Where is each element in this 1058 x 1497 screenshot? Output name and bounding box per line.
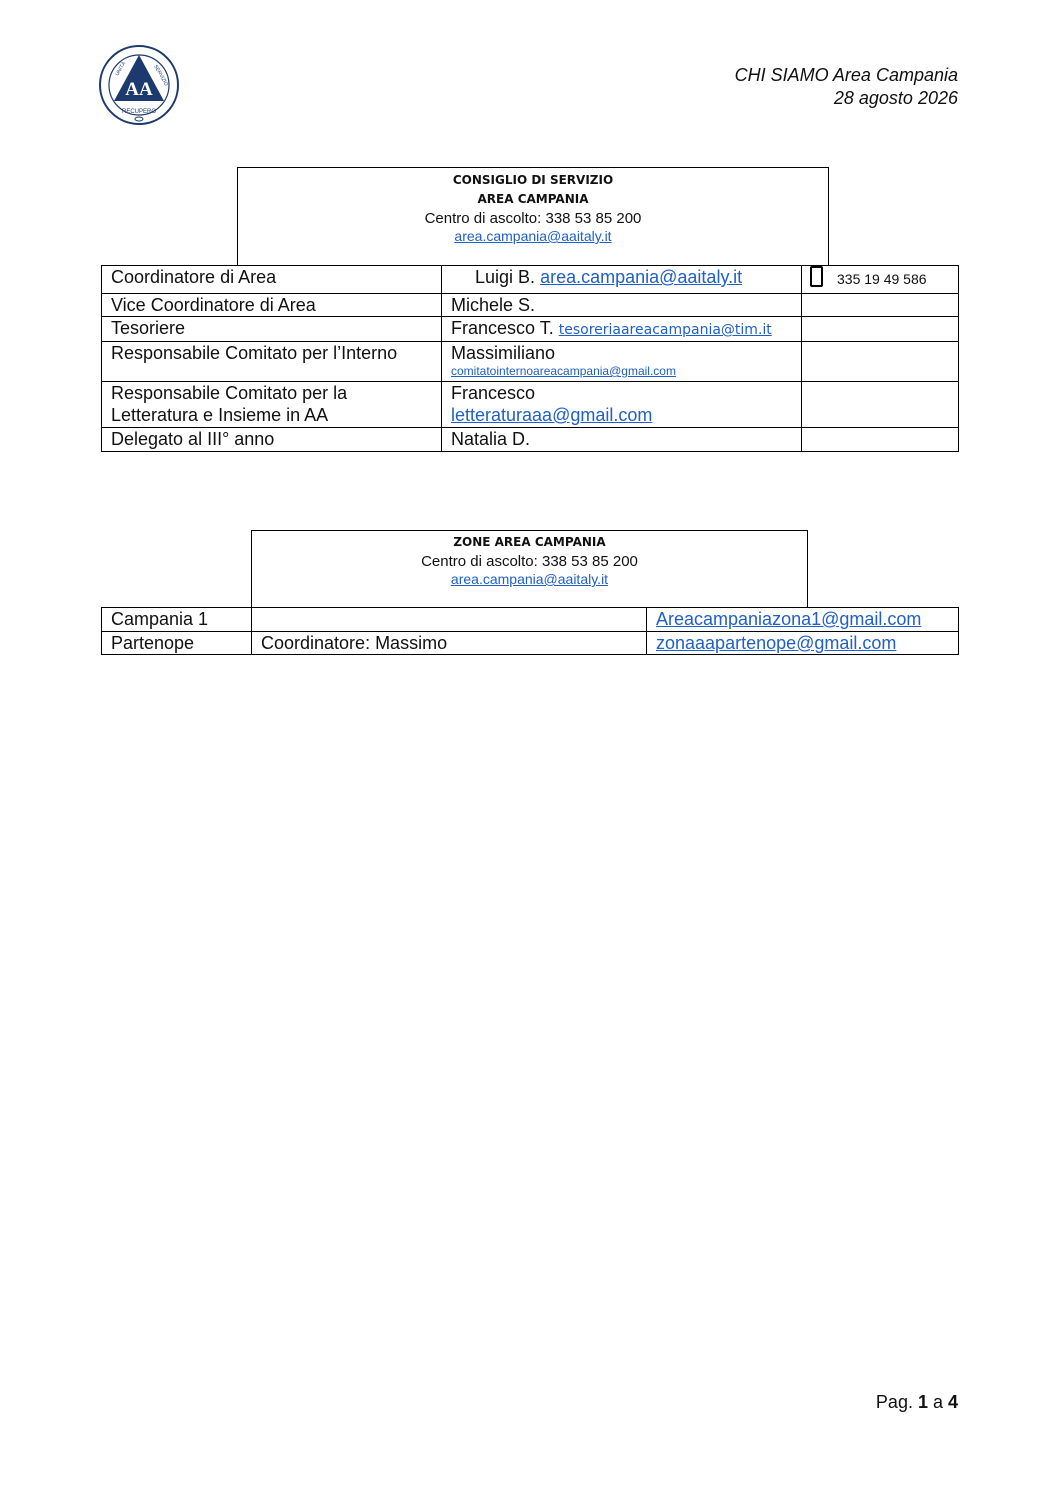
name-text: Francesco T.	[451, 318, 554, 338]
current-page: 1	[917, 1392, 928, 1412]
role-cell: Vice Coordinatore di Area	[102, 294, 442, 317]
coordinator-cell	[252, 608, 647, 632]
name-cell: Natalia D.	[442, 428, 802, 452]
header-date: 28 agosto 2026	[833, 88, 958, 108]
name-text: Francesco	[451, 383, 536, 403]
page-number	[876, 1392, 958, 1413]
table-row	[102, 317, 959, 342]
table-row	[102, 428, 959, 452]
zone-cell: Partenope	[102, 632, 252, 655]
role-line-1: Responsabile Comitato per la	[111, 383, 348, 403]
consiglio-heading-box	[237, 167, 829, 266]
zone-email-link[interactable]: Areacampaniazona1@gmail.com	[656, 609, 922, 629]
table-row	[102, 608, 959, 632]
consiglio-title: CONSIGLIO DI SERVIZIO	[452, 173, 614, 187]
zone-cell: Campania 1	[102, 608, 252, 632]
email-cell	[647, 608, 959, 632]
empty-cell	[802, 428, 959, 452]
aa-logo-icon	[98, 44, 180, 126]
phone-cell	[802, 266, 959, 294]
role-cell: Delegato al III° anno	[102, 428, 442, 452]
tesoriere-email-link[interactable]: tesoreriaareacampania@tim.it	[558, 322, 772, 338]
empty-cell	[802, 294, 959, 317]
interno-email-link[interactable]: comitatointernoareacampania@gmail.com	[451, 364, 676, 378]
logo-ring-left: UNITÀ	[114, 61, 128, 77]
zone-heading-box	[251, 530, 808, 608]
empty-cell	[802, 317, 959, 342]
empty-cell	[802, 382, 959, 428]
name-text: Massimiliano	[451, 343, 556, 363]
zone-email-link[interactable]: zonaaapartenope@gmail.com	[656, 633, 897, 653]
table-row	[102, 382, 959, 428]
consiglio-ascolto: Centro di ascolto: 338 53 85 200	[424, 210, 642, 227]
role-line-2: Letteratura e Insieme in AA	[111, 405, 329, 425]
name-cell	[442, 382, 802, 428]
logo-ring-right: SERVIZIO	[152, 64, 170, 88]
page-header	[735, 64, 958, 110]
name-text: Luigi B.	[475, 267, 536, 287]
phone-number: 335 19 49 586	[837, 271, 927, 287]
role-cell	[102, 382, 442, 428]
name-cell	[442, 342, 802, 382]
empty-cell	[802, 342, 959, 382]
zone-ascolto: Centro di ascolto: 338 53 85 200	[421, 553, 638, 570]
table-row	[102, 342, 959, 382]
logo-ring-bottom: RECUPERO	[121, 109, 157, 115]
table-row	[102, 632, 959, 655]
table-row	[102, 294, 959, 317]
zone-title: ZONE AREA CAMPANIA	[453, 535, 606, 549]
role-cell: Responsabile Comitato per l’Interno	[102, 342, 442, 382]
role-cell: Tesoriere	[102, 317, 442, 342]
email-cell	[647, 632, 959, 655]
total-pages: 4	[947, 1392, 958, 1412]
coordinator-cell: Coordinatore: Massimo	[252, 632, 647, 655]
zone-email-link[interactable]: area.campania@aaitaly.it	[450, 571, 609, 587]
consiglio-email-link[interactable]: area.campania@aaitaly.it	[454, 228, 612, 244]
table-row	[102, 266, 959, 294]
page-sep: a	[927, 1392, 948, 1412]
consiglio-table	[101, 265, 959, 452]
mobile-phone-icon	[810, 266, 823, 287]
name-cell	[442, 317, 802, 342]
role-cell: Coordinatore di Area	[102, 266, 442, 294]
header-title: CHI SIAMO Area Campania	[734, 65, 958, 85]
letteratura-email-link[interactable]: letteraturaaa@gmail.com	[451, 405, 653, 425]
zone-table	[101, 607, 959, 655]
consiglio-subtitle: AREA CAMPANIA	[477, 192, 589, 206]
name-cell	[442, 266, 802, 294]
page-prefix: Pag.	[875, 1392, 918, 1412]
svg-text:AA: AA	[125, 79, 153, 100]
coordinatore-email-link[interactable]: area.campania@aaitaly.it	[540, 267, 743, 287]
name-cell: Michele S.	[442, 294, 802, 317]
